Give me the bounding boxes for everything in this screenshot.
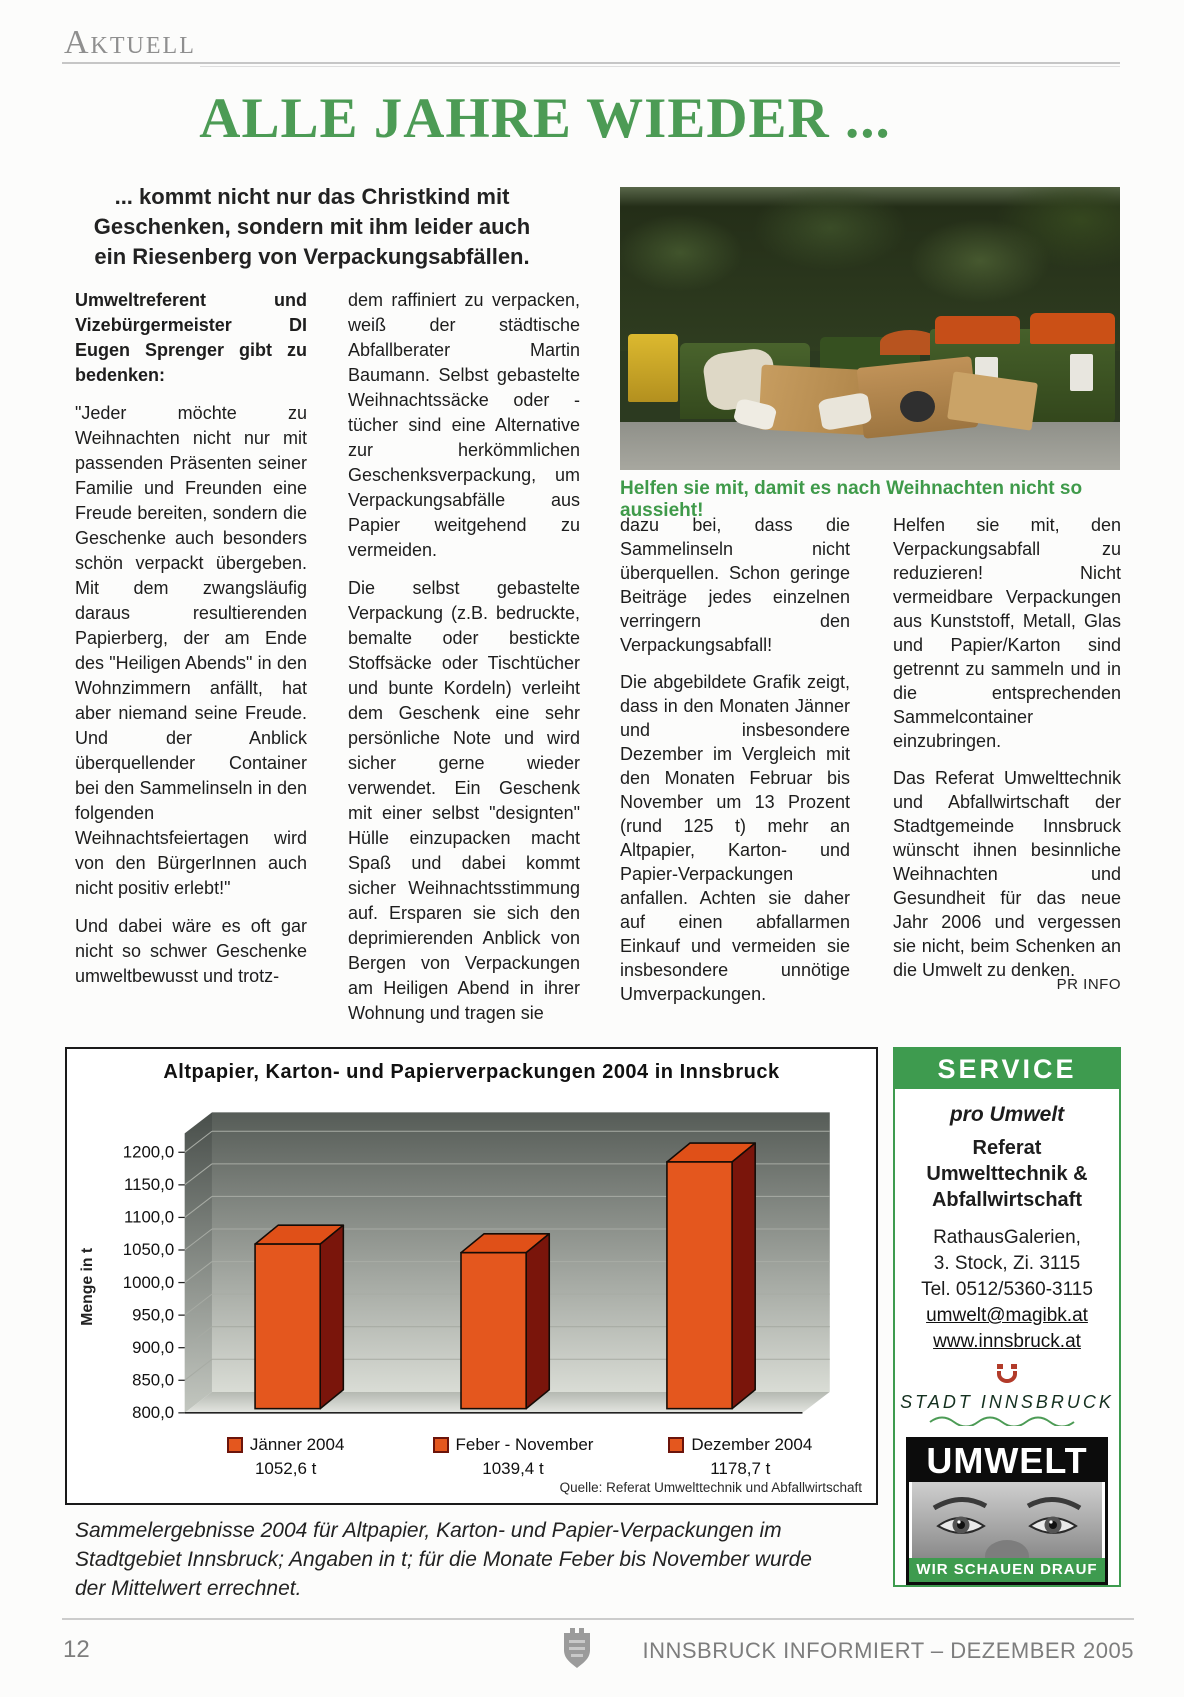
y-axis-label: Menge in t	[79, 1247, 97, 1326]
squiggle-icon	[895, 1413, 1119, 1431]
legend-value: 1178,7 t	[710, 1459, 771, 1478]
bar-side	[320, 1225, 343, 1408]
paragraph: Die abgebildete Grafik zeigt, dass in den Monaten Jänner und insbesondere Dezember im Vergleich mit den Monaten Februar bis November um 13 Prozent (rund 125 t) mehr an Altpapier, Karton- und Papier-Verpackungen anfallen. Achten sie daher auf einen abfallarmen Einkauf und vermeiden sie insbesondere unnötige Umverpackungen.	[620, 672, 850, 1004]
text-column-2	[348, 288, 580, 1023]
photo-caption: Helfen sie mit, damit es nach Weihnachten nicht so aussieht!	[620, 478, 1083, 521]
service-address-line: Tel. 0512/5360-3115	[921, 1279, 1093, 1300]
eyes-image	[912, 1482, 1102, 1558]
photo-yellow-container	[628, 334, 678, 402]
service-org-line: Umwelttechnik &	[926, 1163, 1088, 1185]
bar-side	[732, 1143, 755, 1409]
photo-container-sticker	[1070, 354, 1093, 391]
legend-label: Jänner 2004	[249, 1435, 345, 1454]
chart-caption: Sammelergebnisse 2004 für Altpapier, Karton- und Papier-Verpackungen im Stadtgebiet Innsbruck; Angaben in t; für die Monate Feber bis November wurde der Mittelwert errechnet.	[75, 1519, 812, 1600]
y-tick-label: 950,0	[132, 1305, 175, 1325]
service-address-line: RathausGalerien,	[933, 1227, 1081, 1248]
stadt-innsbruck-label: STADT INNSBRUCK	[900, 1392, 1114, 1412]
service-org-line: Referat	[972, 1137, 1042, 1159]
footer-rule	[62, 1618, 1134, 1620]
service-org	[895, 1135, 1119, 1213]
legend-value: 1039,4 t	[482, 1459, 544, 1478]
legend-item	[399, 1435, 626, 1479]
y-tick-label: 1150,0	[124, 1175, 175, 1195]
y-tick-label: 800,0	[132, 1403, 175, 1423]
chart-side-wall	[185, 1112, 212, 1412]
text-column-1	[75, 288, 307, 988]
paragraph: Die selbst gebastelte Verpackung (z.B. bedruckte, bemalte oder bestickte Stoffsäcke oder Tischtücher und bunte Kordeln) verleiht dem Geschenk eine sehr persönliche Note und wird sicher gerne wieder verwendet. Ein Geschenk mit einer selbst "designten" Hülle einzupacken macht Spaß und dabei kommt sicher Weihnachtsstimmung auf. Ersparen sie sich den deprimierenden Anblick von Bergen von Verpackungen am Heiligen Abend in ihrer Wohnung und tragen sie	[348, 578, 580, 1023]
email-link[interactable]: umwelt@magibk.at	[926, 1305, 1088, 1326]
page-number: 12	[63, 1636, 90, 1663]
service-org-line: Abfallwirtschaft	[931, 1189, 1083, 1211]
legend-label: Dezember 2004	[691, 1435, 813, 1454]
chart-legend	[172, 1435, 854, 1479]
y-tick-label: 1100,0	[124, 1207, 175, 1227]
photo-orange-lid	[935, 316, 1020, 344]
innsbruck-shield-icon	[561, 1626, 593, 1675]
y-tick-label: 900,0	[132, 1337, 175, 1357]
legend-value: 1052,6 t	[254, 1459, 317, 1478]
bar-front	[461, 1253, 526, 1409]
text-column-3	[620, 513, 850, 1004]
legend-item	[172, 1435, 399, 1479]
chart-plot	[67, 1087, 876, 1434]
service-address-line: 3. Stock, Zi. 3115	[933, 1253, 1081, 1274]
text-column-4	[893, 513, 1121, 993]
paragraph: Helfen sie mit, den Verpackungsabfall zu reduzieren! Nicht vermeidbare Verpackungen aus Kunststoff, Metall, Glas und Papier/Karton sind getrennt zu sammeln und in die entsprechenden Sammelcontainer einzubringen.	[893, 515, 1121, 751]
legend-swatch	[227, 1437, 243, 1453]
innsbruck-arms-icon	[895, 1363, 1119, 1390]
service-subtitle: pro Umwelt	[949, 1103, 1065, 1126]
y-tick-label: 1200,0	[122, 1142, 175, 1162]
paragraph: dem raffiniert zu verpacken, weiß der städtische Abfallberater Martin Baumann. Selbst gebastelte Weihnachtssäcke oder -tücher sind eine Alternative zur herkömmlichen Geschenksverpackung, um Verpackungsabfälle aus Papier weitgehend zu vermeiden.	[348, 290, 580, 560]
paragraph: "Jeder möchte zu Weihnachten nicht nur mit passenden Präsenten seiner Familie und Freunden eine Freude bereiten, sondern die Geschenke auch besonders schön verpackt übergeben. Mit dem zwangsläufig daraus resultierenden Papierberg, der am Ende des "Heiligen Abends" in den Wohnzimmern anfällt, hat aber niemand seine Freude. Und der Anblick überquellender Container bei den Sammelinseln in den folgenden Weihnachtsfeiertagen wird von den BürgerInnen auch nicht positiv erlebt!"	[75, 403, 307, 898]
umwelt-logo-title: UMWELT	[909, 1440, 1105, 1482]
legend-label: Feber - November	[455, 1435, 594, 1454]
article-intro: ... kommt nicht nur das Christkind mit Geschenken, sondern mit ihm leider auch ein Riesenberg von Verpackungsabfällen.	[93, 184, 531, 269]
bar-side	[526, 1234, 549, 1409]
y-tick-label: 1000,0	[122, 1272, 175, 1292]
legend-swatch	[433, 1437, 449, 1453]
legend-item	[627, 1435, 854, 1479]
paragraph: dazu bei, dass die Sammelinseln nicht überquellen. Schon geringe Beiträge jedes einzelnen verringern den Verpackungsabfall!	[620, 515, 850, 655]
y-tick-label: 850,0	[132, 1370, 175, 1390]
chart-title: Altpapier, Karton- und Papierverpackungen 2004 in Innsbruck	[163, 1061, 780, 1083]
chart-panel	[65, 1047, 878, 1505]
paragraph: Das Referat Umwelttechnik und Abfallwirtschaft der Stadtgemeinde Innsbruck wünscht ihnen besinnliche Weihnachten und Gesundheit für das neue Jahr 2006 und vergessen sie nicht, beim Schenken an die Umwelt zu denken.	[893, 768, 1121, 980]
header-rule	[62, 62, 1120, 64]
footer-text: INNSBRUCK INFORMIERT – DEZEMBER 2005	[642, 1638, 1134, 1663]
section-label: Aktuell	[64, 24, 196, 61]
article-title: ALLE JAHRE WIEDER ...	[199, 87, 891, 150]
y-tick-label: 1050,0	[122, 1240, 175, 1260]
service-header: SERVICE	[895, 1049, 1119, 1089]
waste-containers-photo	[620, 187, 1120, 470]
umwelt-logo	[906, 1437, 1108, 1585]
photo-trash-bag	[900, 391, 935, 422]
photo-orange-lid	[1030, 313, 1115, 344]
bar-front	[255, 1244, 320, 1409]
pr-info-label: PR INFO	[1056, 976, 1121, 993]
legend-swatch	[668, 1437, 684, 1453]
article-lead: Umweltreferent und Vizebürgermeister DI Eugen Sprenger gibt zu bedenken:	[75, 290, 307, 385]
service-address	[895, 1225, 1119, 1355]
chart-source: Quelle: Referat Umwelttechnik und Abfallwirtschaft	[559, 1480, 862, 1495]
paragraph: Und dabei wäre es oft gar nicht so schwer Geschenke umweltbewusst und trotz-	[75, 916, 307, 986]
bar-front	[667, 1162, 732, 1409]
website-link[interactable]: www.innsbruck.at	[933, 1331, 1081, 1352]
header-rule-secondary	[200, 66, 1120, 67]
service-panel	[893, 1047, 1121, 1587]
umwelt-logo-tagline: WIR SCHAUEN DRAUF	[909, 1558, 1105, 1582]
